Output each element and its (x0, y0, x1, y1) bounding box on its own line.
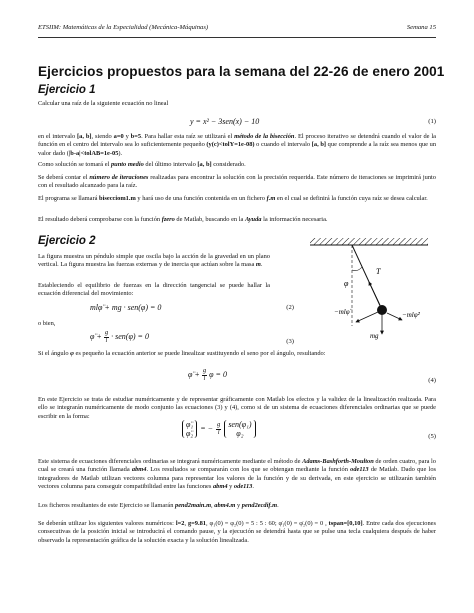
exercise-2-paragraph-4: En este Ejercicio se trata de estudiar numéricamente y de representar gráficamente con Matlab los efectos y la validez de la linealización realizada. Para ello se integrarán numéricamente de modo conjunto las ecuaciones (3) y (4), como si de un sistema de ecuaciones diferenciales ordinarias que se puede escribir en la forma: (38, 396, 436, 420)
exercise-2-heading: Ejercicio 2 (38, 235, 96, 247)
equation-3-number: (3) (286, 338, 294, 345)
equation-5-lhs: φ̈₁ φ̈₂ (182, 420, 197, 438)
exercise-1-paragraph-2: Como solución se tomará el punto medio del último intervalo [a, b] considerado. (38, 161, 246, 168)
label-phi: φ (344, 279, 349, 288)
exercise-2-paragraph-6: Los ficheros resultantes de este Ejercicio se llamarán pend2main.m, abm4.m y pend2ecdif.m. (38, 502, 279, 509)
equation-1-number: (1) (428, 118, 436, 125)
header-course: ETSIIM: Matemáticas de la Especialidad (Mecánica-Máquinas) (38, 24, 209, 31)
equation-5-rhs: sen(φ₁) φ₂ (224, 420, 255, 438)
label-ml-phid2: −mlφ̇² (402, 311, 420, 319)
exercise-2-paragraph-1: La figura muestra un péndulo simple que oscila bajo la acción de la gravedad en un plano vertical. La figura muestra las fuerzas externas y de inercia que actúan sobre la masa m. (38, 253, 270, 269)
exercise-1-paragraph-3: Se deberá contar el número de iteraciones realizadas para encontrar la solución con la precisión requerida. Este número de iteraciones se imprimirá junto con el resultado alcanzado para la raíz. (38, 174, 436, 190)
equation-4-number: (4) (428, 377, 436, 384)
exercise-1-heading: Ejercicio 1 (38, 84, 96, 96)
ceiling-hatch (310, 238, 428, 245)
equation-2: mlφ̈ + mg · sen(φ) = 0 (90, 303, 162, 312)
exercise-2-paragraph-5: Este sistema de ecuaciones diferenciales ordinarias se integrará numéricamente mediante el método de Adams-Bashforth-Moulton de orden cuatro, para lo cual se creará una función llamada abm4. Los resultados se compararán con los que se obtengan mediante la función ode113 de Matlab. Dado que los integradores de Matlab utilizan vectores columna para representar los valores de la función y de su derivada, en este ejercicio se utilizarán también vectores columna para conseguir compatibilidad entre las funciones abm4 y ode113. (38, 458, 436, 490)
text-o-bien: o bien, (38, 320, 56, 327)
equation-5: φ̈₁ φ̈₂ = − $\frac{g}{l}$ sen(φ₁) φ₂ (182, 420, 256, 438)
exercise-1-paragraph-1: en el intervalo [a, b], siendo a=0 y b=5. Para hallar esta raíz se utilizará el método de la bisección. El proceso iterativo se detendrá cuando el valor de la función en el centro del intervalo sea lo suficientemente pequeño (y(c)<tolY=1e-08) o cuando el intervalo [a, b] que comprende a la raíz sea menos que un valor dado (|b-a|<tolAB=1e-05). (38, 133, 437, 157)
exercise-1-paragraph-5: El resultado deberá comprobarse con la función fzero de Matlab, buscando en la Ayuda la información necesaria. (38, 216, 328, 223)
tension-arrow (369, 282, 380, 305)
pendulum-mass (377, 305, 387, 315)
exercise-1-paragraph-4: El programa se llamará bisecciom1.m y hará uso de una función contenida en un fichero f.m en el cual se definirá la función cuya raíz se desea calcular. (38, 195, 428, 202)
equation-5-number: (5) (428, 433, 436, 440)
angle-arc (352, 267, 362, 271)
exercise-2-paragraph-3: Si el ángulo φ es pequeño la ecuación anterior se puede linealizar sustituyendo el seno por el ángulo, resultando: (38, 350, 326, 357)
inertia-tangential-arrow (356, 312, 378, 322)
label-mg: mg (370, 332, 379, 340)
equation-1: y = x² − 3sen(x) − 10 (190, 117, 260, 126)
exercise-2-paragraph-2: Estableciendo el equilibrio de fuerzas en la dirección tangencial se puede hallar la ecuación diferencial del movimiento: (38, 282, 270, 298)
page-title: Ejercicios propuestos para la semana del 22-26 de enero 2001 (38, 64, 445, 79)
exercise-1-intro: Calcular una raíz de la siguiente ecuación no lineal (38, 100, 169, 107)
header-week: Semana 15 (406, 24, 436, 31)
label-ml-phidd: −mlφ̈ (334, 308, 350, 316)
inertia-centrifugal-arrow (387, 313, 402, 320)
equation-3: φ̈ + $\frac{g}{l}$ · sen(φ) = 0 (90, 329, 149, 344)
pendulum-figure (296, 234, 436, 342)
exercise-2-paragraph-7: Se deberán utilizar los siguientes valores numéricos: l=2, g=9.81, φ₁(0) = φ₂(0) = 5 : 5 : 60; φ̇₁(0) = φ̇₂(0) = 0 , tspan=[0,10]. Entre cada dos ejecuciones consecutivas de la posición inicial se introducirá el comando pause, y la ejecución se detendrá hasta que se pulse una tecla cualquiera después de haber observado la representación gráfica de la solución exacta y la solución linealizada. (38, 520, 437, 544)
equation-2-number: (2) (286, 304, 294, 311)
page-header (38, 24, 436, 38)
equation-4: φ̈ + $\frac{g}{l}$ φ = 0 (188, 367, 227, 382)
label-T: T (376, 267, 381, 276)
